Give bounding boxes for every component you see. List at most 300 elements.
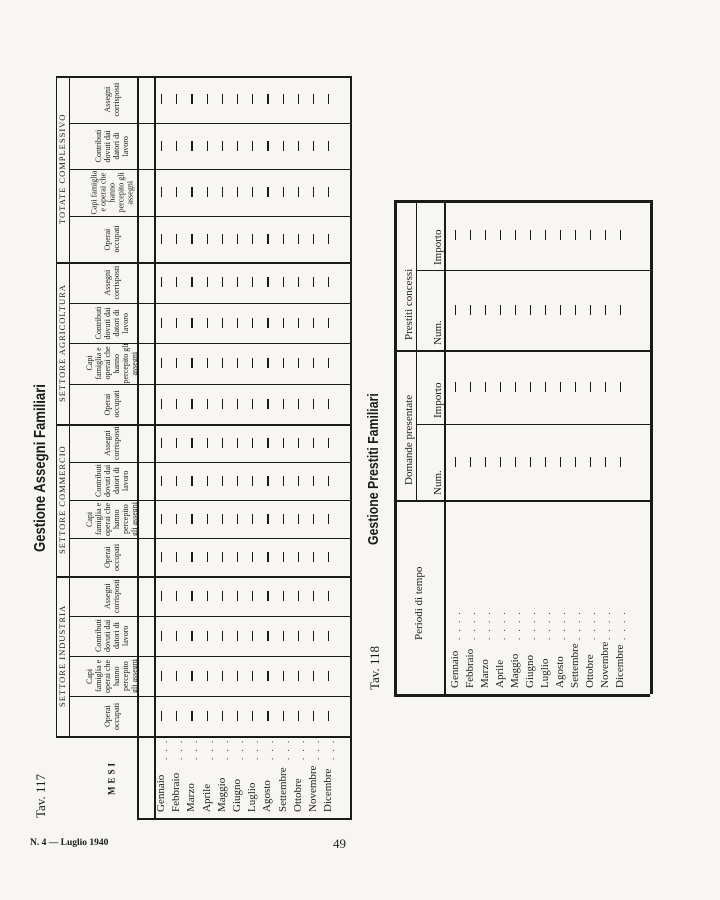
tav117-empty-cell <box>237 476 238 486</box>
tav117-border-bottom <box>137 818 352 820</box>
tav118-empty-cell <box>530 305 531 315</box>
tav117-empty-cell <box>267 514 268 524</box>
tav117-empty-cell <box>267 438 268 448</box>
tav118-empty-cell <box>590 382 591 392</box>
tav117-empty-cell <box>328 399 329 409</box>
tav117-empty-cell <box>252 318 253 328</box>
tav117-empty-cell <box>207 318 208 328</box>
tav117-leader-dots: . . . <box>159 738 169 760</box>
tav117-empty-cell <box>207 552 208 562</box>
tav117-empty-cell <box>283 141 284 151</box>
tav117-column-header: Assegni corrisposti <box>103 579 121 613</box>
tav117-empty-cell <box>191 476 192 486</box>
tav117-empty-cell <box>176 476 177 486</box>
tav117-empty-cell <box>328 187 329 197</box>
tav117-empty-cell <box>161 476 162 486</box>
tav117-empty-cell <box>207 187 208 197</box>
tav117-empty-cell <box>207 277 208 287</box>
tav117-empty-cell <box>176 711 177 721</box>
tav117-leader-dots: . . . <box>280 738 291 760</box>
tav117-empty-cell <box>328 552 329 562</box>
tav118-empty-cell <box>530 230 531 240</box>
tav117-empty-cell <box>313 671 314 681</box>
tav118-empty-cell <box>530 382 531 392</box>
tav117-empty-cell <box>222 591 223 601</box>
tav117-empty-cell <box>313 234 314 244</box>
tav117-month-label: Marzo <box>185 783 198 812</box>
tav117-empty-cell <box>161 591 162 601</box>
tav117-empty-cell <box>207 234 208 244</box>
tav118-empty-cell <box>530 457 531 467</box>
tav117-empty-cell <box>313 476 314 486</box>
tav117-empty-cell <box>237 514 238 524</box>
tav118-empty-cell <box>515 457 516 467</box>
tav118-leader-dots: . . . . <box>512 610 522 640</box>
tav118-empty-cell <box>620 457 621 467</box>
tav117-empty-cell <box>237 631 238 641</box>
tav117-empty-cell <box>252 514 253 524</box>
tav117-empty-cell <box>191 552 192 562</box>
tav118-leader-dots: . . . . <box>527 610 537 640</box>
tav117-empty-cell <box>191 94 192 104</box>
tav117-empty-cell <box>161 277 162 287</box>
tav117-empty-cell <box>237 277 238 287</box>
tav117-empty-cell <box>161 358 162 368</box>
tav117-leader-dots: . . . <box>326 738 337 760</box>
tav117-empty-cell <box>191 234 192 244</box>
tav117-empty-cell <box>267 671 268 681</box>
tav117-empty-cell <box>176 277 177 287</box>
tav118-empty-cell <box>575 457 576 467</box>
tav118-empty-cell <box>590 230 591 240</box>
tav117-empty-cell <box>267 358 268 368</box>
tav117-empty-cell <box>328 591 329 601</box>
tav117-leader-dots: . . . <box>219 738 230 760</box>
tav117-empty-cell <box>252 277 253 287</box>
tav117-empty-cell <box>161 631 162 641</box>
tav117-month-label: Maggio <box>215 777 228 812</box>
tav118-empty-cell <box>500 230 501 240</box>
tav117-empty-cell <box>222 671 223 681</box>
tav117-empty-cell <box>267 399 268 409</box>
tav118-empty-cell <box>485 230 486 240</box>
tav117-empty-cell <box>328 514 329 524</box>
tav117-empty-cell <box>176 631 177 641</box>
tav117-empty-cell <box>313 277 314 287</box>
tav117-empty-cell <box>161 234 162 244</box>
tav117-column-header: Contributi dovuti dai datori di lavoro <box>94 464 130 498</box>
tav117-header-divider <box>154 76 156 818</box>
tav117-empty-cell <box>313 591 314 601</box>
tav117-empty-cell <box>283 318 284 328</box>
tav117-empty-cell <box>283 358 284 368</box>
tav117-empty-cell <box>267 318 268 328</box>
tav118-month-label: Ottobre <box>584 654 596 688</box>
tav118-leader-dots: . . . . <box>617 610 627 640</box>
tav117-empty-cell <box>222 476 223 486</box>
tav117-empty-cell <box>237 399 238 409</box>
tav117-empty-cell <box>207 94 208 104</box>
tav117-empty-cell <box>207 438 208 448</box>
tav118-empty-cell <box>575 230 576 240</box>
tav118-month-label: Novembre <box>599 641 611 688</box>
tav118-empty-cell <box>515 305 516 315</box>
tav117-sector-header: SETTORE INDUSTRIA <box>56 604 67 708</box>
tav118-border-right <box>650 200 653 694</box>
tav118-period-divider <box>394 500 650 502</box>
tav117-empty-cell <box>207 711 208 721</box>
tav118-empty-cell <box>500 382 501 392</box>
tav118-empty-cell <box>590 305 591 315</box>
tav118-empty-cell <box>500 305 501 315</box>
tav118-border-left <box>394 200 397 694</box>
tav118-month-label: Febbraio <box>464 648 476 688</box>
tav117-empty-cell <box>191 711 192 721</box>
tav117-empty-cell <box>267 187 268 197</box>
tav117-leader-dots: . . . <box>295 738 306 760</box>
tav117-column-header: Contributi dovuti dai datori di lavoro <box>94 129 130 163</box>
tav117-empty-cell <box>222 141 223 151</box>
tav118-empty-cell <box>575 382 576 392</box>
tav117-month-label: Gennaio <box>155 774 167 812</box>
tav118-empty-cell <box>605 230 606 240</box>
tav117-empty-cell <box>283 591 284 601</box>
tav117-leader-dots: . . . <box>235 738 245 760</box>
tav117-empty-cell <box>161 399 162 409</box>
tav117-column-header: Capi famiglia e operai che hanno percepito gli assegni <box>85 343 139 384</box>
tav117-empty-cell <box>298 358 299 368</box>
tav117-empty-cell <box>222 438 223 448</box>
tav118-empty-cell <box>485 305 486 315</box>
page-number: 49 <box>333 836 346 851</box>
tav118-month-label: Agosto <box>554 656 566 688</box>
tav117-empty-cell <box>176 318 177 328</box>
tav117-empty-cell <box>176 358 177 368</box>
tav117-sector-header: SETTORE COMMERCIO <box>56 445 67 555</box>
tav118-month-label: Settembre <box>569 643 581 688</box>
tav117-empty-cell <box>161 141 162 151</box>
tav117-column-header: Operai occupati <box>103 702 121 730</box>
tav118-empty-cell <box>485 457 486 467</box>
tav118-empty-cell <box>485 382 486 392</box>
tav118-empty-cell <box>590 457 591 467</box>
tav117-empty-cell <box>328 671 329 681</box>
tav117-leader-dots: . . . <box>311 738 321 760</box>
tav118-leader-dots: . . . . <box>602 610 612 640</box>
tav117-empty-cell <box>298 711 299 721</box>
tav117-empty-cell <box>207 671 208 681</box>
tav117-empty-cell <box>176 514 177 524</box>
tav117-empty-cell <box>252 552 253 562</box>
tav117-month-label: Giugno <box>231 779 243 812</box>
tav117-empty-cell <box>222 514 223 524</box>
tav117-empty-cell <box>222 552 223 562</box>
tav117-empty-cell <box>237 591 238 601</box>
tav117-empty-cell <box>161 187 162 197</box>
tav117-empty-cell <box>252 438 253 448</box>
tav117-empty-cell <box>283 631 284 641</box>
tav118-label: Tav. 118 <box>367 646 382 690</box>
tav118-leader-dots: . . . . <box>557 610 567 640</box>
tav117-empty-cell <box>328 358 329 368</box>
tav117-empty-cell <box>267 552 268 562</box>
tav117-empty-cell <box>252 671 253 681</box>
tav117-empty-cell <box>283 552 284 562</box>
tav117-empty-cell <box>313 438 314 448</box>
tav117-empty-cell <box>207 631 208 641</box>
tav117-empty-cell <box>313 711 314 721</box>
tav118-border-bottom <box>394 694 650 697</box>
tav117-empty-cell <box>328 438 329 448</box>
tav117-empty-cell <box>191 631 192 641</box>
tav117-empty-cell <box>328 476 329 486</box>
tav117-empty-cell <box>267 476 268 486</box>
tav117-empty-cell <box>207 476 208 486</box>
tav117-empty-cell <box>267 234 268 244</box>
tav117-empty-cell <box>298 671 299 681</box>
tav117-empty-cell <box>252 399 253 409</box>
tav117-empty-cell <box>283 187 284 197</box>
tav117-empty-cell <box>313 318 314 328</box>
tav117-column-header: Assegni corrisposti <box>103 82 121 117</box>
tav118-empty-cell <box>560 382 561 392</box>
tav117-empty-cell <box>283 671 284 681</box>
tav117-empty-cell <box>222 711 223 721</box>
tav117-column-header: Operai occupati <box>103 225 121 253</box>
tav117-empty-cell <box>267 141 268 151</box>
tav117-column-header: Capi famiglia e operai che hanno percepito gli assegni <box>85 659 139 693</box>
tav118-empty-cell <box>605 457 606 467</box>
tav117-empty-cell <box>328 234 329 244</box>
tav118-empty-cell <box>455 305 456 315</box>
tav117-empty-cell <box>283 399 284 409</box>
tav118-empty-cell <box>620 230 621 240</box>
tav117-empty-cell <box>176 671 177 681</box>
tav118-empty-cell <box>545 305 546 315</box>
tav117-empty-cell <box>191 141 192 151</box>
tav118-empty-cell <box>620 305 621 315</box>
tav118-empty-cell <box>455 457 456 467</box>
tav117-label: Tav. 117 <box>33 774 48 818</box>
tav117-empty-cell <box>191 438 192 448</box>
tav117-empty-cell <box>207 399 208 409</box>
tav117-empty-cell <box>191 277 192 287</box>
tav117-empty-cell <box>237 552 238 562</box>
tav117-empty-cell <box>283 438 284 448</box>
tav117-empty-cell <box>252 141 253 151</box>
tav117-empty-cell <box>207 358 208 368</box>
tav117-empty-cell <box>328 277 329 287</box>
tav117-empty-cell <box>222 399 223 409</box>
tav117-column-header: Contributi dovuti dai datori di lavoro <box>94 619 130 653</box>
tav118-title: Gestione Prestiti Familiari <box>365 393 382 545</box>
tav117-months-header: MESI <box>106 759 117 795</box>
tav118-empty-cell <box>560 305 561 315</box>
tav117-empty-cell <box>283 514 284 524</box>
tav117-border-right <box>350 76 352 818</box>
tav118-period-header: Periodi di tempo <box>413 566 425 640</box>
tav117-empty-cell <box>298 187 299 197</box>
tav118-month-label: Marzo <box>479 659 491 688</box>
tav117-empty-cell <box>252 358 253 368</box>
tav117-empty-cell <box>222 318 223 328</box>
tav117-empty-cell <box>222 94 223 104</box>
tav117-empty-cell <box>161 671 162 681</box>
tav118-empty-cell <box>560 457 561 467</box>
tav117-empty-cell <box>176 94 177 104</box>
tav117-month-label: Ottobre <box>291 778 304 812</box>
tav117-empty-cell <box>313 187 314 197</box>
tav118-month-label: Aprile <box>494 659 506 688</box>
tav117-empty-cell <box>237 187 238 197</box>
tav117-month-label: Agosto <box>261 780 274 812</box>
tav117-empty-cell <box>267 94 268 104</box>
tav118-month-label: Dicembre <box>614 644 626 688</box>
tav117-empty-cell <box>222 631 223 641</box>
tav117-leader-dots: . . . <box>265 738 276 760</box>
tav117-empty-cell <box>191 514 192 524</box>
tav117-title: Gestione Assegni Familiari <box>32 384 49 552</box>
tav118-empty-cell <box>470 305 471 315</box>
tav118-empty-cell <box>605 305 606 315</box>
tav118-month-label: Maggio <box>509 653 521 688</box>
tav118-sub-divider-1 <box>416 424 650 425</box>
tav118-month-label: Luglio <box>539 658 551 688</box>
tav117-empty-cell <box>298 631 299 641</box>
tav117-empty-cell <box>283 234 284 244</box>
tav118-group-header: Prestiti concessi <box>403 268 415 340</box>
tav117-empty-cell <box>222 187 223 197</box>
tav117-empty-cell <box>328 94 329 104</box>
tav117-empty-cell <box>298 94 299 104</box>
tav118-leader-dots: . . . . <box>587 610 597 640</box>
tav117-empty-cell <box>207 591 208 601</box>
tav117-empty-cell <box>176 234 177 244</box>
tav117-empty-cell <box>161 514 162 524</box>
footer-issue: N. 4 — Luglio 1940 <box>30 838 109 848</box>
tav118-header-divider <box>444 200 446 694</box>
tav117-empty-cell <box>237 234 238 244</box>
tav118-sub-divider-2 <box>416 270 650 271</box>
tav117-empty-cell <box>283 94 284 104</box>
tav117-sector-header: SETTORE AGRICOLTURA <box>56 284 67 402</box>
tav117-empty-cell <box>176 438 177 448</box>
tav118-border-top <box>394 200 650 203</box>
tav118-leader-dots: . . . . <box>452 610 462 640</box>
tav117-month-label: Settembre <box>276 767 289 812</box>
tav117-column-header: Operai occupati <box>103 543 121 571</box>
tav117-empty-cell <box>298 514 299 524</box>
tav117-empty-cell <box>176 552 177 562</box>
tav117-empty-cell <box>161 94 162 104</box>
tav117-empty-cell <box>283 476 284 486</box>
tav117-empty-cell <box>161 711 162 721</box>
tav118-empty-cell <box>575 305 576 315</box>
tav117-empty-cell <box>207 141 208 151</box>
tav117-column-header: Assegni corrisposti <box>103 265 121 300</box>
tav118-sub-header: Num. <box>432 470 444 495</box>
tav118-leader-dots: . . . . <box>467 610 477 640</box>
tav118-empty-cell <box>470 382 471 392</box>
tav117-empty-cell <box>252 711 253 721</box>
tav117-empty-cell <box>267 277 268 287</box>
tav117-empty-cell <box>298 591 299 601</box>
tav117-empty-cell <box>176 399 177 409</box>
tav118-empty-cell <box>515 382 516 392</box>
tav117-empty-cell <box>176 141 177 151</box>
tav117-sector-header: TOTATE COMPLESSIVO <box>56 113 67 225</box>
tav117-empty-cell <box>252 631 253 641</box>
tav117-empty-cell <box>328 631 329 641</box>
tav117-empty-cell <box>252 591 253 601</box>
tav117-empty-cell <box>237 141 238 151</box>
tav117-empty-cell <box>298 399 299 409</box>
tav117-empty-cell <box>267 711 268 721</box>
tav118-leader-dots: . . . . <box>482 610 492 640</box>
tav117-empty-cell <box>328 318 329 328</box>
tav117-empty-cell <box>298 476 299 486</box>
tav118-empty-cell <box>515 230 516 240</box>
tav117-empty-cell <box>222 234 223 244</box>
tav118-empty-cell <box>455 382 456 392</box>
tav118-sub-header: Num. <box>432 320 444 345</box>
tav117-empty-cell <box>313 141 314 151</box>
tav117-empty-cell <box>237 358 238 368</box>
tav117-empty-cell <box>191 591 192 601</box>
tav117-column-header: Assegni corrisposti <box>103 426 121 460</box>
tav118-leader-dots: . . . . <box>542 610 552 640</box>
tav118-empty-cell <box>545 382 546 392</box>
tav117-empty-cell <box>237 94 238 104</box>
tav117-empty-cell <box>267 591 268 601</box>
tav117-column-header: Capi famiglia e operai che hanno percepito gli assegni <box>85 502 139 536</box>
tav118-empty-cell <box>470 457 471 467</box>
tav117-empty-cell <box>267 631 268 641</box>
tav117-empty-cell <box>191 358 192 368</box>
tav118-sub-header: Importo <box>432 382 444 418</box>
tav117-month-label: Luglio <box>246 782 259 812</box>
tav117-empty-cell <box>191 399 192 409</box>
tav118-month-label: Giugno <box>524 655 536 688</box>
tav117-empty-cell <box>313 552 314 562</box>
tav117-empty-cell <box>252 234 253 244</box>
tav117-empty-cell <box>328 141 329 151</box>
tav117-leader-dots: . . . <box>204 738 215 760</box>
tav117-empty-cell <box>161 552 162 562</box>
tav117-empty-cell <box>237 671 238 681</box>
tav117-empty-cell <box>298 234 299 244</box>
tav117-empty-cell <box>207 514 208 524</box>
tav118-empty-cell <box>605 382 606 392</box>
tav117-empty-cell <box>161 318 162 328</box>
tav118-group-divider <box>394 350 650 352</box>
tav117-empty-cell <box>252 187 253 197</box>
tav118-empty-cell <box>470 230 471 240</box>
tav117-empty-cell <box>283 711 284 721</box>
tav117-empty-cell <box>298 141 299 151</box>
tav117-column-header: Operai occupati <box>103 390 121 418</box>
tav117-empty-cell <box>298 552 299 562</box>
tav117-empty-cell <box>283 277 284 287</box>
tav117-leader-dots: . . . <box>189 738 200 760</box>
tav117-empty-cell <box>176 591 177 601</box>
tav117-empty-cell <box>313 399 314 409</box>
tav117-empty-cell <box>176 187 177 197</box>
tav117-empty-cell <box>313 94 314 104</box>
tav117-empty-cell <box>222 358 223 368</box>
tav117-empty-cell <box>298 318 299 328</box>
tav118-empty-cell <box>560 230 561 240</box>
